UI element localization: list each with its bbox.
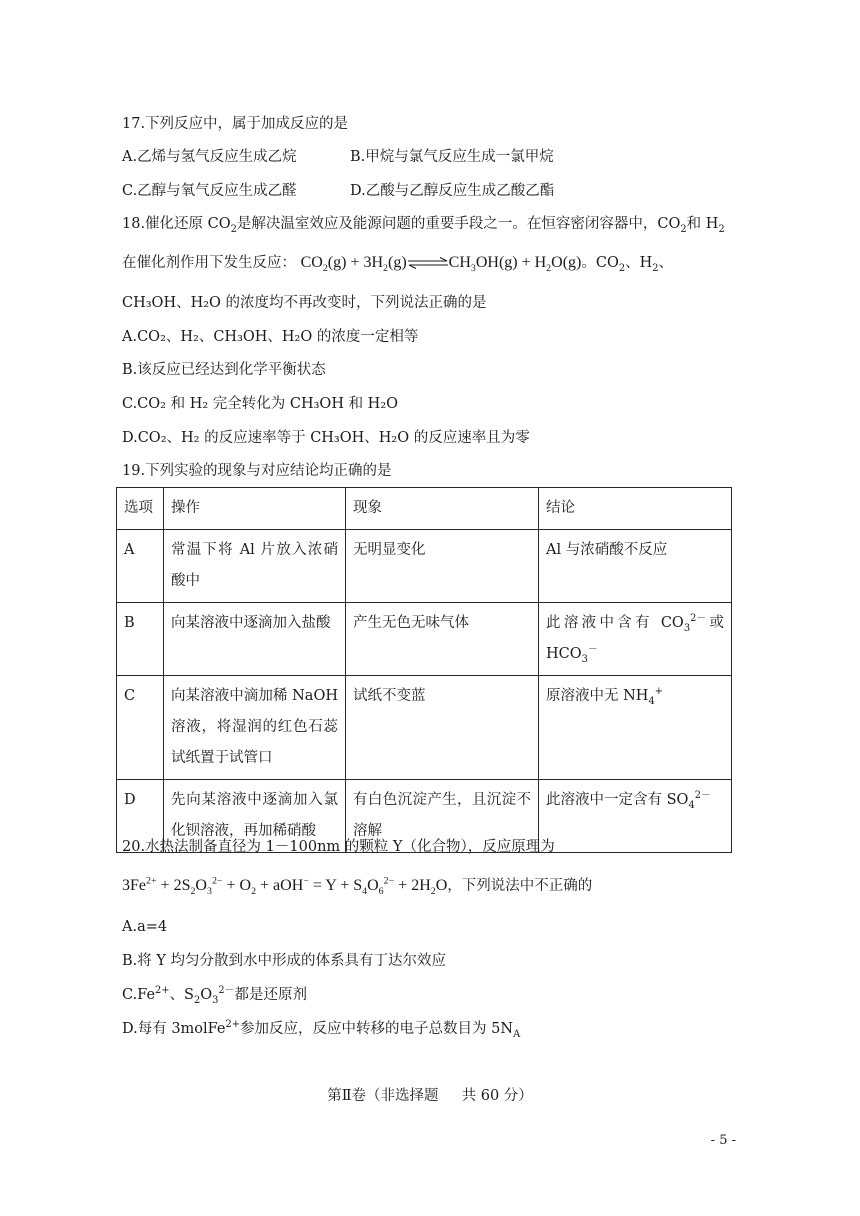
header-conclusion: 结论: [539, 488, 732, 530]
q20-equation: $3Fe^{2+} + 2S_2O_3^{2-} + O_2 + aOH^- = Y + S_4O_6^{2-} + 2H_2O$: [122, 875, 448, 898]
q17-option-c: C.乙醇与氧气反应生成乙醛: [122, 183, 297, 199]
row-option: A: [117, 530, 164, 603]
row-phenomenon: 试纸不变蓝: [346, 676, 539, 780]
q19-stem: 19.下列实验的现象与对应结论均正确的是: [122, 463, 392, 479]
table-row: [117, 676, 732, 780]
q20-option-d: D.每有 3molFe$^{2+}$参加反应，反应中转移的电子总数目为 $5N_A$: [122, 1019, 521, 1040]
row-phenomenon: 产生无色无味气体: [346, 603, 539, 676]
q20-option-c: $C.Fe^{2+}$、$S_2O_3^{2-}$都是还原剂: [122, 985, 308, 1006]
table-row: [117, 603, 732, 676]
table-header-row: [117, 488, 732, 530]
header-option: 选项: [117, 488, 164, 530]
row-phenomenon: 无明显变化: [346, 530, 539, 603]
q18-option-d: D.CO₂、H₂ 的反应速率等于 CH₃OH、H₂O 的反应速率且为零: [122, 430, 530, 446]
q18-stem-line1: 18.催化还原 $CO_2$是解决温室效应及能源问题的重要手段之一。在恒容密闭容器中，$CO_2$和 $H_2$: [122, 216, 725, 235]
q19-table: [116, 487, 732, 853]
q17-option-a: A.乙烯与氢气反应生成乙烷: [122, 149, 297, 165]
header-phenomenon: 现象: [346, 488, 539, 530]
q18-equation: $CO_2(g) + 3H_2(g) CH_3OH(g) + H_2O(g)$: [300, 254, 582, 275]
page-number: - 5 -: [710, 1133, 736, 1148]
header-operation: 操作: [164, 488, 346, 530]
q20-equation-line: $3Fe^{2+} + 2S_2O_3^{2-} + O_2 + aOH^- = Y + S_4O_6^{2-} + 2H_2O$，下列说法中不正确的: [122, 875, 593, 898]
row-operation: 向某溶液中逐滴加入盐酸: [164, 603, 346, 676]
row-conclusion: 此溶液中一定含有 $SO_4^{2-}$: [539, 780, 732, 853]
q18-option-a: A.CO₂、H₂、CH₃OH、H₂O 的浓度一定相等: [122, 329, 419, 345]
row-conclusion: Al 与浓硝酸不反应: [539, 530, 732, 603]
row-option: D: [117, 780, 164, 853]
q20-option-a: A.a=4: [122, 919, 168, 935]
row-conclusion: 原溶液中无 $NH_4^+$: [539, 676, 732, 780]
row-operation: 向某溶液中滴加稀 NaOH 溶液，将湿润的红色石蕊试纸置于试管口: [164, 676, 346, 780]
q20-option-b: B.将 Y 均匀分散到水中形成的体系具有丁达尔效应: [122, 953, 447, 969]
row-option: C: [117, 676, 164, 780]
q18-stem-line2: 在催化剂作用下发生反应： $CO_2(g) + 3H_2(g) CH_3OH(g) + H_2O(g)$。$CO_2$、$H_2$、: [122, 254, 674, 275]
table-row: [117, 530, 732, 603]
row-operation: 先向某溶液中逐滴加入氯化钡溶液，再加稀硝酸: [164, 780, 346, 853]
q18-option-b: B.该反应已经达到化学平衡状态: [122, 362, 326, 378]
equilibrium-arrow-icon: [407, 257, 449, 269]
row-conclusion: 此溶液中含有 $CO_3^{2-}$或 $HCO_3^-$: [539, 603, 732, 676]
q17-stem: 17.下列反应中，属于加成反应的是: [122, 116, 349, 132]
q17-option-b: B.甲烷与氯气反应生成一氯甲烷: [350, 149, 554, 165]
q18-stem-line3: CH₃OH、H₂O 的浓度均不再改变时，下列说法正确的是: [122, 295, 487, 311]
row-option: B: [117, 603, 164, 676]
q17-option-d: D.乙酸与乙醇反应生成乙酸乙酯: [350, 183, 555, 199]
section-title: 第Ⅱ卷（非选择题 共 60 分）: [327, 1088, 533, 1104]
q20-stem: 20.水热法制备直径为 1－100nm 的颗粒 Y（化合物），反应原理为: [122, 839, 555, 855]
row-operation: 常温下将 Al 片放入浓硝酸中: [164, 530, 346, 603]
q18-option-c: C.CO₂ 和 H₂ 完全转化为 CH₃OH 和 H₂O: [122, 396, 399, 412]
row-phenomenon: 有白色沉淀产生，且沉淀不溶解: [346, 780, 539, 853]
